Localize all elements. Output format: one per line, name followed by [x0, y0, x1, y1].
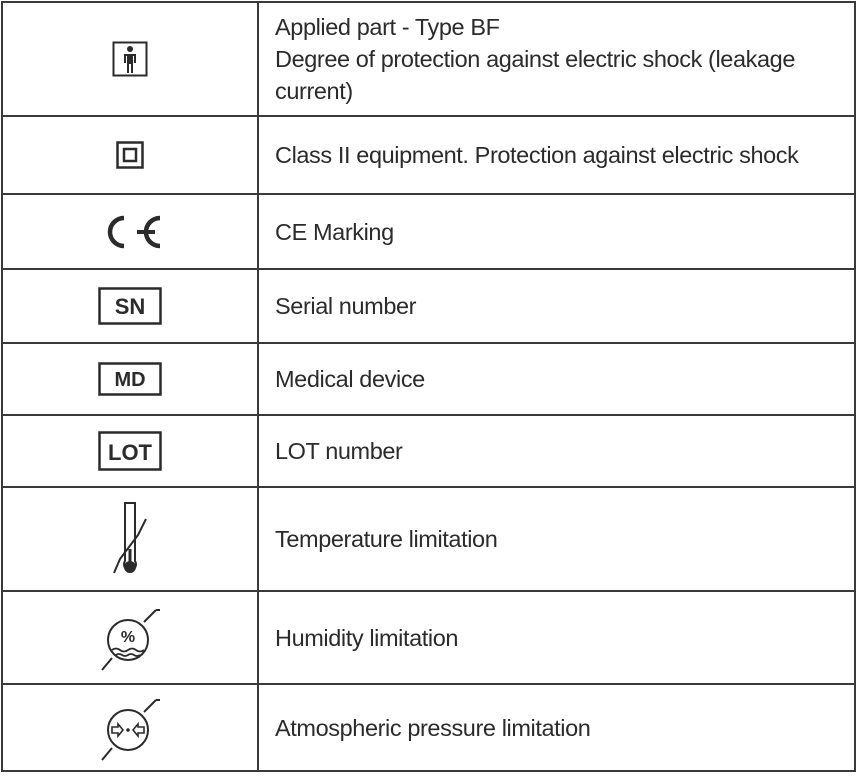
symbol-cell [3, 117, 259, 195]
description-cell [259, 416, 854, 488]
description-cell [259, 685, 854, 770]
description-cell [259, 488, 854, 592]
description-cell [259, 117, 854, 195]
description-cell [259, 195, 854, 270]
description-text: Atmospheric pressure limitation [275, 714, 591, 741]
symbol-cell [3, 344, 259, 416]
applied-part-type-bf-icon [112, 41, 148, 77]
description-text: current) [275, 78, 353, 104]
medical-device-icon [98, 362, 162, 396]
serial-number-icon-text: SN [114, 294, 146, 319]
description-text: Humidity limitation [275, 624, 459, 651]
description-text: Class II equipment. Protection against electric shock [275, 142, 799, 168]
symbol-cell [3, 592, 259, 685]
symbol-cell [3, 3, 259, 117]
serial-number-icon [98, 287, 162, 325]
description-text: Degree of protection against electric shock (leakage [275, 46, 795, 72]
atmospheric-pressure-limitation-icon [98, 692, 162, 764]
lot-number-icon-text: LOT [108, 440, 152, 465]
description-text: Temperature limitation [275, 526, 498, 552]
lot-number-icon [98, 431, 162, 471]
symbols-table [1, 1, 856, 772]
description-text: LOT number [275, 438, 403, 464]
humidity-limitation-icon [98, 602, 162, 674]
description-cell [259, 270, 854, 344]
description-cell [259, 592, 854, 685]
temperature-limitation-icon [108, 497, 152, 581]
description-cell [259, 3, 854, 117]
description-text: Serial number [275, 293, 417, 319]
description-cell [259, 344, 854, 416]
description-text: Applied part - Type BF [275, 14, 500, 40]
symbol-cell [3, 685, 259, 770]
medical-device-icon-text: MD [114, 369, 146, 391]
description-text: CE Marking [275, 218, 394, 245]
description-text: Medical device [275, 366, 425, 392]
humidity-limitation-icon-text: % [120, 628, 136, 646]
symbol-cell [3, 416, 259, 488]
ce-marking-icon [97, 214, 163, 250]
symbol-cell [3, 195, 259, 270]
class-ii-equipment-icon [116, 141, 144, 169]
symbol-cell [3, 488, 259, 592]
symbol-cell [3, 270, 259, 344]
